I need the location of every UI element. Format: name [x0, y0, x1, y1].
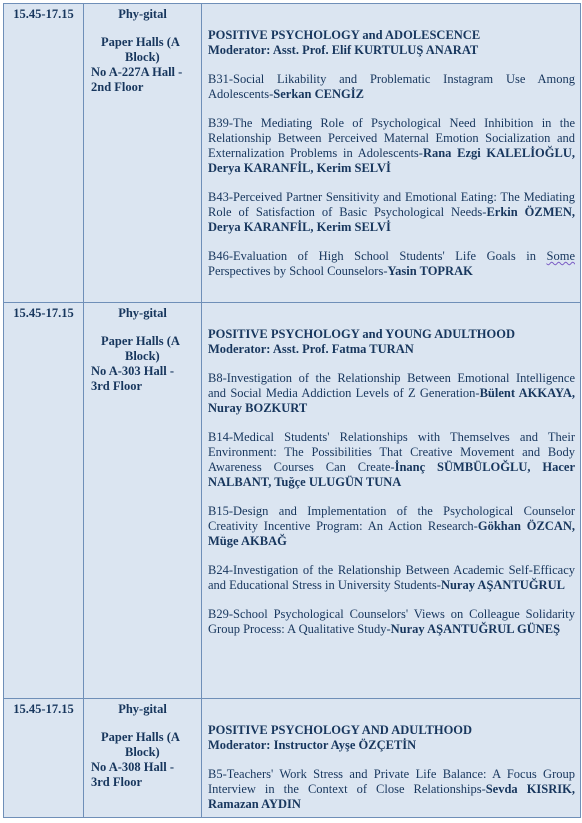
program-cell: [202, 4, 581, 303]
talk-item: [208, 116, 575, 176]
session-row: [4, 699, 581, 818]
talk-authors: Rana Ezgi KALELİOĞLU, Derya KARANFİL, Kerim SELVİ: [208, 146, 575, 175]
place-cell: [84, 303, 202, 699]
talk-item: [208, 190, 575, 235]
session-mode: Phy-gital: [118, 702, 167, 716]
session-place: [84, 22, 201, 95]
talk-authors: Bülent AKKAYA, Nuray BOZKURT: [208, 386, 575, 415]
session-title: POSITIVE PSYCHOLOGY AND ADULTHOOD: [208, 723, 473, 737]
talk-title: B8-Investigation of the Relationship Between Emotional Intelligence and Social Media Addiction Levels of Z Generation-: [208, 371, 575, 400]
session-moderator: Moderator: Asst. Prof. Fatma TURAN: [208, 342, 414, 356]
place-line: Paper Halls (A: [101, 730, 180, 744]
talk-item: [208, 563, 575, 593]
place-cell: [84, 4, 202, 303]
talk-authors: Serkan CENGİZ: [273, 87, 364, 101]
talk-item: [208, 767, 575, 812]
place-line: No A-303 Hall -: [91, 364, 174, 378]
time-cell: [4, 699, 84, 818]
session-time: 15.45-17.15: [13, 702, 74, 716]
talk-authors: Erkin ÖZMEN, Derya KARANFİL, Kerim SELVİ: [208, 205, 575, 234]
session-moderator: Moderator: Instructor Ayşe ÖZÇETİN: [208, 738, 417, 752]
session-time: 15.45-17.15: [13, 7, 74, 21]
talk-item: [208, 504, 575, 549]
talk-title: B29-School Psychological Counselors' Views on Colleague Solidarity Group Process: A Qualitative Study-: [208, 607, 575, 636]
talk-title: B31-Social Likability and Problematic Instagram Use Among Adolescents-: [208, 72, 575, 101]
talk-authors: Gökhan ÖZCAN, Müge AKBAĞ: [208, 519, 575, 548]
talk-title: Perspectives by School Counselors-: [208, 264, 388, 278]
session-moderator: Moderator: Asst. Prof. Elif KURTULUŞ ANARAT: [208, 43, 479, 57]
talk-item: [208, 249, 575, 279]
talk-title: B14-Medical Students' Relationships with Themselves and Their Environment: The Possibilities That Creative Movement and Body Awareness Courses Can Create-: [208, 430, 575, 474]
talk-title: B39-The Mediating Role of Psychological Need Inhibition in the Relationship Between Perceived Maternal Emotion Socialization and Externalization Problems in Adolescents-: [208, 116, 575, 160]
talk-item: [208, 72, 575, 102]
place-line: Paper Halls (A: [101, 35, 180, 49]
place-cell: [84, 699, 202, 818]
session-place: [84, 717, 201, 790]
talk-title: B5-Teachers' Work Stress and Private Life Balance: A Focus Group Interview in the Context of Close Relationships-: [208, 767, 575, 796]
session-mode: Phy-gital: [118, 306, 167, 320]
session-row: [4, 303, 581, 699]
session-place: [84, 321, 201, 394]
place-line: Block): [125, 745, 160, 759]
talk-item: [208, 607, 575, 637]
talk-authors: Yasin TOPRAK: [387, 264, 473, 278]
session-title: POSITIVE PSYCHOLOGY and ADOLESCENCE: [208, 28, 481, 42]
program-cell: [202, 699, 581, 818]
talk-item: [208, 371, 575, 416]
talk-authors: Sevda KISRIK, Ramazan AYDIN: [208, 782, 575, 811]
talk-authors: Nuray AŞANTUĞRUL GÜNEŞ: [390, 622, 561, 636]
talk-authors: Nuray AŞANTUĞRUL: [440, 578, 565, 592]
program-cell: [202, 303, 581, 699]
place-line: Block): [125, 349, 160, 363]
talk-title: B15-Design and Implementation of the Psychological Counselor Creativity Incentive Program: An Action Research-: [208, 504, 575, 533]
talk-authors: İnanç SÜMBÜLOĞLU, Hacer NALBANT, Tuğçe ULUGÜN TUNA: [208, 460, 575, 489]
schedule-table: [3, 3, 581, 818]
place-line: 2nd Floor: [91, 80, 144, 94]
place-line: 3rd Floor: [91, 775, 143, 789]
time-cell: [4, 303, 84, 699]
place-line: No A-227A Hall -: [91, 65, 183, 79]
talk-title: B46-Evaluation of High School Students' Life Goals in: [208, 249, 547, 263]
session-title: POSITIVE PSYCHOLOGY and YOUNG ADULTHOOD: [208, 327, 516, 341]
session-row: [4, 4, 581, 303]
time-cell: [4, 4, 84, 303]
talk-title: B24-Investigation of the Relationship Between Academic Self-Efficacy and Educational Stress in University Students-: [208, 563, 575, 592]
talk-title: B43-Perceived Partner Sensitivity and Emotional Eating: The Mediating Role of Satisfaction of Basic Psychological Needs-: [208, 190, 575, 219]
talk-item: [208, 430, 575, 490]
place-line: 3rd Floor: [91, 379, 143, 393]
session-mode: Phy-gital: [118, 7, 167, 21]
spellcheck-word: Some: [546, 249, 575, 263]
place-line: Block): [125, 50, 160, 64]
place-line: No A-308 Hall -: [91, 760, 174, 774]
place-line: Paper Halls (A: [101, 334, 180, 348]
session-time: 15.45-17.15: [13, 306, 74, 320]
